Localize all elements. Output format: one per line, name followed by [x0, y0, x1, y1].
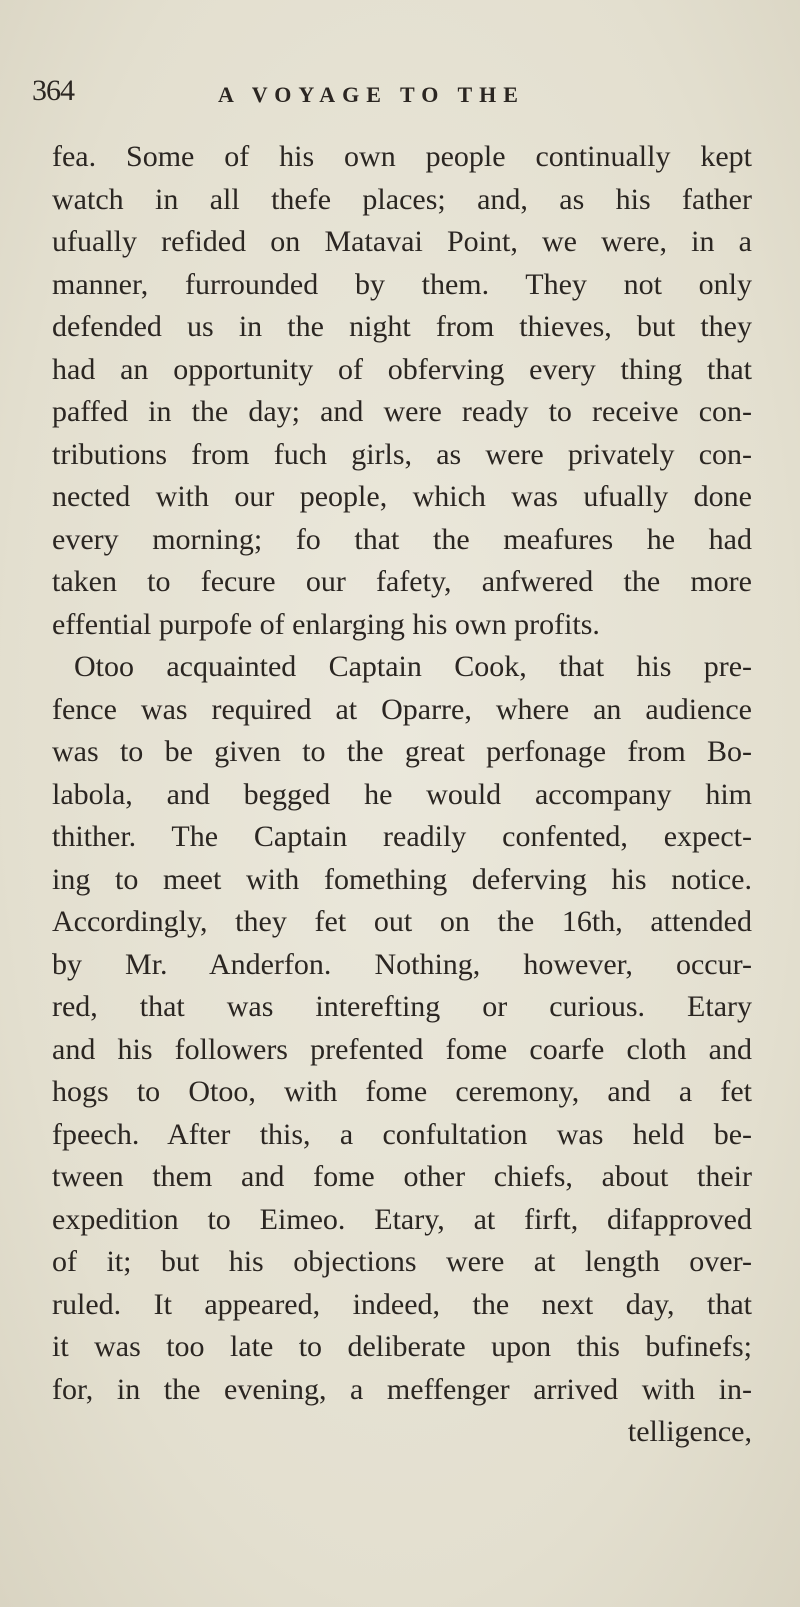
text-line: for, in the evening, a meffenger arrived with in-: [52, 1372, 752, 1406]
text-line: taken to fecure our fafety, anfwered the more: [52, 565, 752, 598]
text-line: watch in all thefe places; and, as his father: [52, 182, 752, 216]
text-line: manner, furrounded by them. They not only: [52, 267, 752, 301]
text-line: it was too late to deliberate upon this bufinefs;: [52, 1330, 752, 1363]
paragraph-start-line: Otoo acquainted Captain Cook, that his pre-: [74, 650, 752, 683]
text-line: of it; but his objections were at length over-: [52, 1245, 752, 1278]
text-line: Accordingly, they fet out on the 16th, attended: [52, 905, 752, 938]
text-line: was to be given to the great perfonage from Bo-: [52, 735, 752, 768]
text-line: and his followers prefented fome coarfe cloth and: [52, 1032, 752, 1066]
text-line: labola, and begged he would accompany him: [52, 777, 752, 811]
running-title: A VOYAGE TO THE: [218, 82, 525, 107]
text-line: tween them and fome other chiefs, about their: [52, 1160, 752, 1193]
text-line: expedition to Eimeo. Etary, at firft, difapproved: [52, 1202, 752, 1236]
text-line: hogs to Otoo, with fome ceremony, and a fet: [52, 1075, 752, 1108]
text-line: tributions from fuch girls, as were privately con-: [52, 437, 752, 471]
text-line: thither. The Captain readily confented, expect-: [52, 820, 752, 853]
catchword: telligence,: [627, 1415, 752, 1448]
text-line: red, that was interefting or curious. Etary: [52, 990, 752, 1023]
text-line: by Mr. Anderfon. Nothing, however, occur-: [52, 947, 752, 981]
text-line: had an opportunity of obferving every thing that: [52, 352, 752, 386]
text-line: ing to meet with fomething deferving his notice.: [52, 862, 752, 896]
text-line: fpeech. After this, a confultation was held be-: [52, 1117, 752, 1151]
body-text: [52, 136, 752, 1454]
text-line: paffed in the day; and were ready to receive con-: [52, 395, 752, 428]
text-line: fea. Some of his own people continually kept: [52, 140, 752, 173]
text-line: ufually refided on Matavai Point, we were, in a: [52, 225, 752, 258]
running-head: [32, 74, 772, 114]
text-line: nected with our people, which was ufually done: [52, 480, 752, 513]
text-line: every morning; fo that the meafures he had: [52, 522, 752, 556]
text-line: fence was required at Oparre, where an audience: [52, 692, 752, 726]
text-line: ruled. It appeared, indeed, the next day, that: [52, 1287, 752, 1321]
page-number: 364: [32, 74, 74, 107]
paragraph-end-line: effential purpofe of enlarging his own profits.: [52, 607, 600, 641]
text-line: defended us in the night from thieves, but they: [52, 310, 752, 343]
